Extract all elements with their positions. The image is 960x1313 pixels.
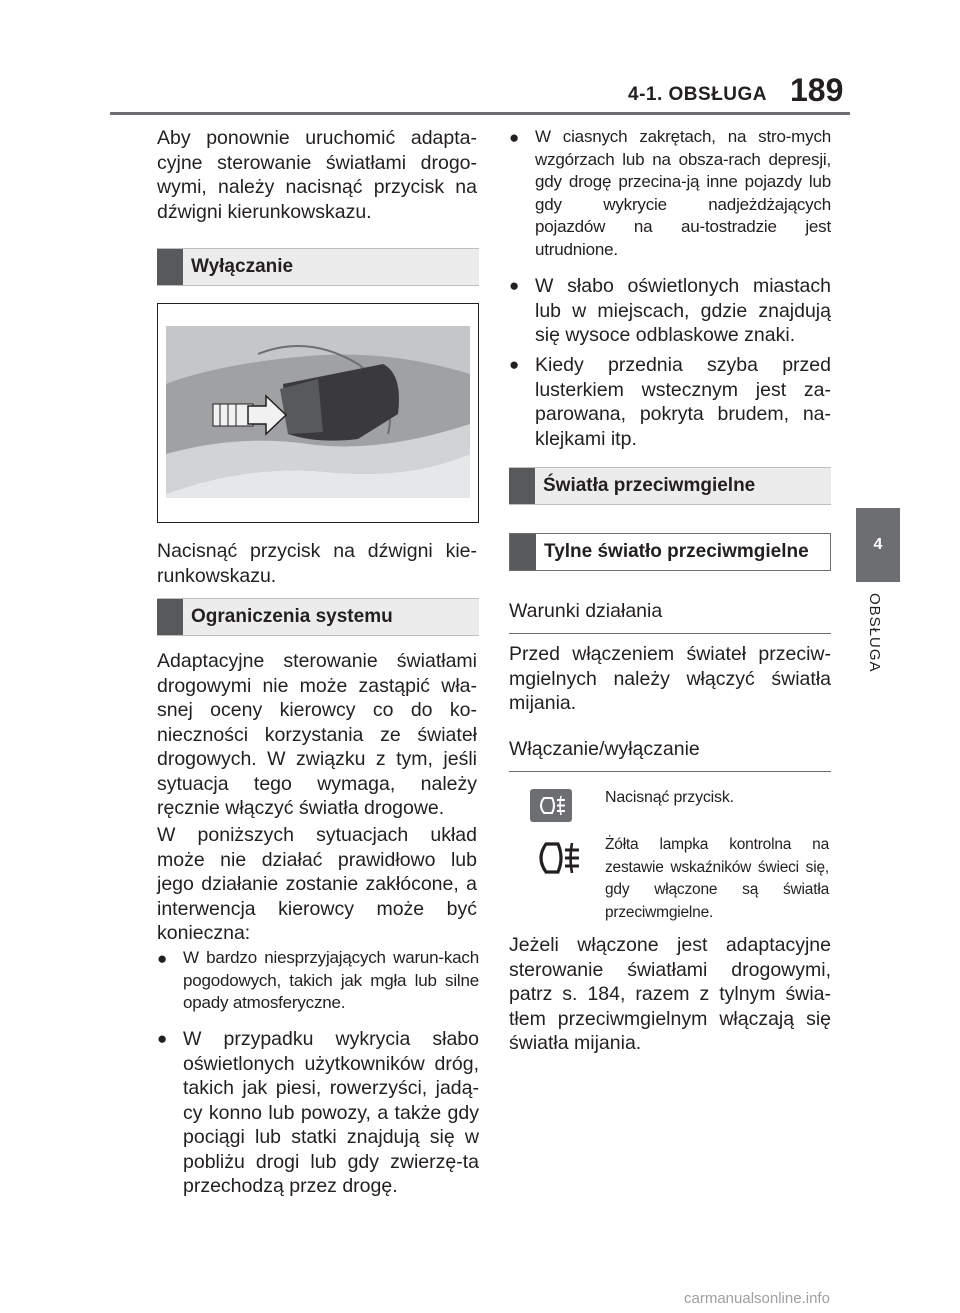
list-item: [509, 126, 831, 261]
bullet-icon: ●: [157, 1029, 168, 1048]
stalk-figure: [157, 303, 479, 523]
list-item-text: W przypadku wykrycia słabo oświetlonych użytkowników dróg, takich jak piesi, rowerzyści, jadą-cy konno lub powozy, a także gdy pociągi lub statki znajdują się w pobliżu drogi lub gdy zwierzę-ta przechodzą przez drogę.: [183, 1028, 479, 1197]
list-item-text: W bardzo niesprzyjających warun-kach pogodowych, takich jak mgła lub silne opady atmosferyczne.: [183, 948, 479, 1012]
intro-paragraph: Aby ponownie uruchomić adapta-cyjne sterowanie światłami drogo-wymi, należy nacisnąć przycisk na dźwigni kierunkowskazu.: [157, 127, 477, 223]
chapter-label: OBSŁUGA: [866, 593, 883, 673]
heading-label: Tylne światło przeciwmgielne: [544, 541, 809, 562]
heading-label: Ograniczenia systemu: [191, 606, 393, 627]
heading-bar: [509, 468, 535, 504]
list-item-text: Kiedy przednia szyba przed lusterkiem wstecznym jest za-parowana, pokryta brudem, na-klejkami itp.: [535, 354, 831, 450]
heading-tylne-swiatlo: [509, 533, 831, 571]
bullet-icon: ●: [509, 355, 520, 374]
turn-signal-stalk-illustration: [158, 304, 478, 522]
limits-paragraph-2: W poniższych sytuacjach układ może nie działać prawidłowo lub jego działanie zostanie zakłócone, a interwencja kierowcy może być konieczna:: [157, 824, 477, 944]
heading-bar: [157, 249, 183, 285]
chapter-tab: 4: [856, 508, 900, 582]
heading-bar: [157, 599, 183, 635]
icon-row-text: Żółta lampka kontrolna na zestawie wskaźników świeci się, gdy włączone są światła przeciwmgielne.: [605, 836, 829, 921]
bullet-icon: ●: [157, 949, 168, 968]
list-item-text: W słabo oświetlonych miastach lub w miejscach, gdzie znajdują się wysoce odblaskowe znaki.: [535, 275, 831, 346]
watermark: carmanualsonline.info: [684, 1290, 830, 1307]
conditions-paragraph: Przed włączeniem świateł przeciw-mgielnych należy włączyć światła mijania.: [509, 643, 831, 714]
heading-swiatla-przeciwmgielne: [509, 467, 831, 505]
list-item: [157, 1027, 479, 1199]
header-rule: [110, 112, 850, 115]
page-number: 189: [790, 72, 844, 108]
heading-bar: [510, 534, 536, 570]
rear-fog-button-icon: [530, 789, 572, 822]
heading-wylaczanie: [157, 248, 479, 286]
icon-row-text: Nacisnąć przycisk.: [605, 789, 734, 806]
subheading-wlaczanie: Włączanie/wyłączanie: [509, 738, 831, 772]
section-title: 4-1. OBSŁUGA: [628, 84, 768, 105]
bullet-icon: ●: [509, 276, 520, 295]
list-item-text: W ciasnych zakrętach, na stro-mych wzgórzach lub na obsza-rach depresji, gdy drogę przecina-ją inne pojazdy lub gdy wykrycie nadjeżdżających pojazdów na au-tostradzie jest utrudnione.: [535, 127, 831, 259]
closing-paragraph: Jeżeli włączone jest adaptacyjne sterowanie światłami drogowymi, patrz s. 184, razem z tylnym świa-tłem przeciwmgielnym włączają się światła mijania.: [509, 934, 831, 1054]
figure-caption: Nacisnąć przycisk na dźwigni kie-runkowskazu.: [157, 540, 477, 587]
heading-ograniczenia: [157, 598, 479, 636]
list-item: [509, 353, 831, 451]
limits-paragraph-1: Adaptacyjne sterowanie światłami drogowymi nie może zastąpić wła-snej oceny kierowcy co do ko-nieczności korzystania ze świateł drogowych. W związku z tym, jeśli sytuacja tego wymaga, należy ręcznie włączyć światła drogowe.: [157, 650, 477, 819]
bullet-icon: ●: [509, 128, 520, 147]
list-item: [509, 274, 831, 348]
subheading-warunki: Warunki działania: [509, 600, 831, 634]
heading-label: Światła przeciwmgielne: [543, 475, 756, 496]
list-item: [157, 947, 479, 1015]
rear-fog-indicator-icon: [530, 838, 582, 878]
heading-label: Wyłączanie: [191, 256, 294, 277]
